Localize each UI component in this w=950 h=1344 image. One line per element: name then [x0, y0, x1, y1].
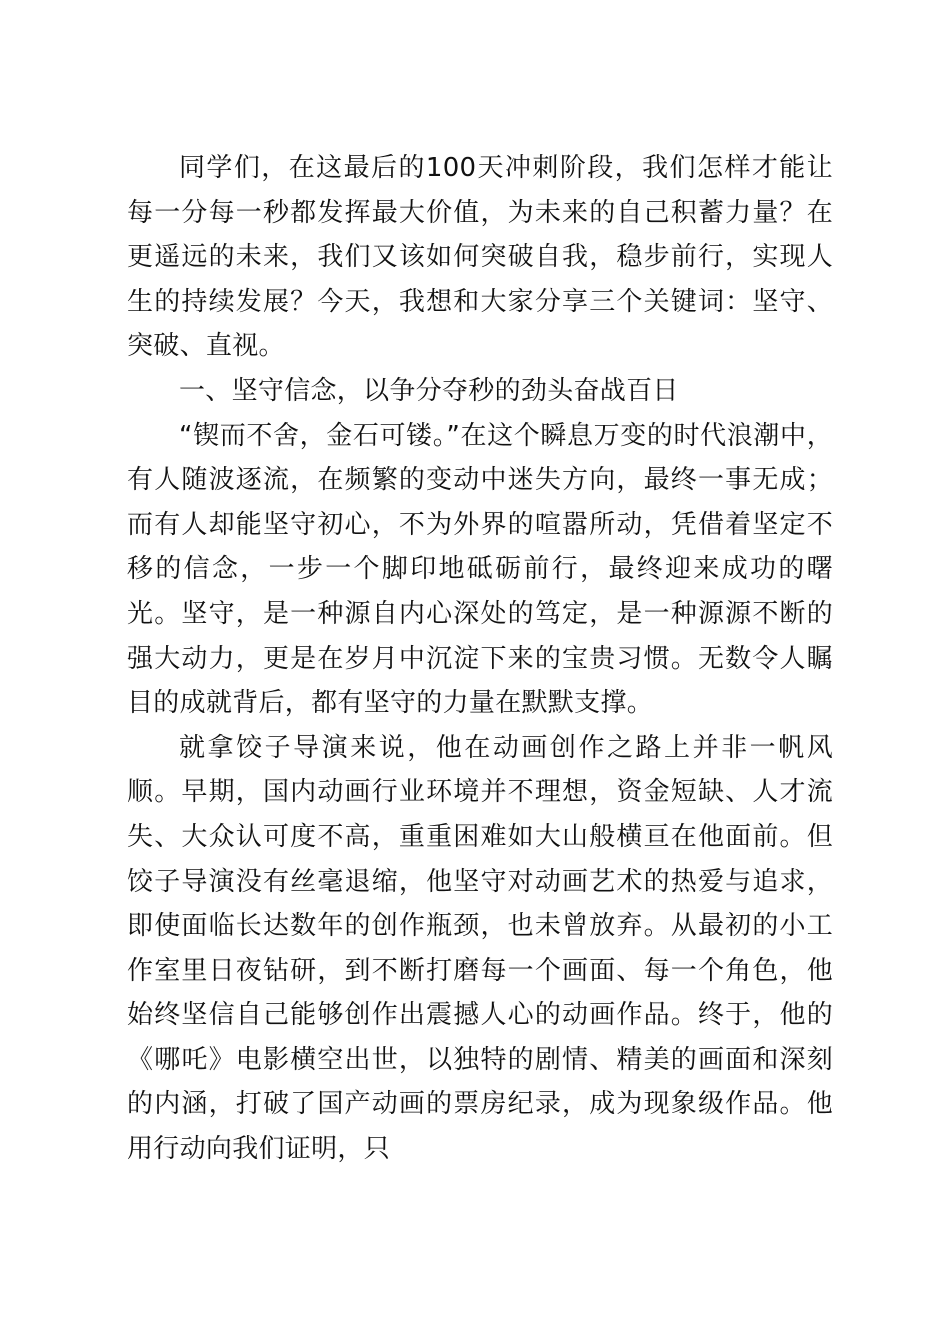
section-heading: 一、坚守信念，以争分夺秒的劲头奋战百日: [179, 375, 679, 406]
intro-paragraph: 同学们，在这最后的100天冲刺阶段，我们怎样才能让每一分每一秒都发挥最大价值，为未来的自己积蓄力量？在更遥远的未来，我们又该如何突破自我，稳步前行，实现人生的持续发展？今天，我想和大家分享三个关键词：坚守、突破、直视。: [127, 153, 833, 362]
body-paragraph: “锲而不舍，金石可镂。”在这个瞬息万变的时代浪潮中，有人随波逐流，在频繁的变动中迷失方向，最终一事无成；而有人却能坚守初心，不为外界的喧嚣所动，凭借着坚定不移的信念，一步一个脚印地砥砺前行，最终迎来成功的曙光。坚守，是一种源自内心深处的笃定，是一种源源不断的强大动力，更是在岁月中沉淀下来的宝贵习惯。无数令人瞩目的成就背后，都有坚守的力量在默默支撑。: [127, 420, 833, 719]
document-body: [127, 146, 833, 1172]
body-paragraph: 就拿饺子导演来说，他在动画创作之路上并非一帆风顺。早期，国内动画行业环境并不理想，资金短缺、人才流失、大众认可度不高，重重困难如大山般横亘在他面前。但饺子导演没有丝毫退缩，他坚守对动画艺术的热爱与追求，即使面临长达数年的创作瓶颈，也未曾放弃。从最初的小工作室里日夜钻研，到不断打磨每一个画面、每一个角色，他始终坚信自己能够创作出震撼人心的动画作品。终于，他的《哪吒》电影横空出世，以独特的剧情、精美的画面和深刻的内涵，打破了国产动画的票房纪录，成为现象级作品。他用行动向我们证明，只: [127, 732, 833, 1165]
